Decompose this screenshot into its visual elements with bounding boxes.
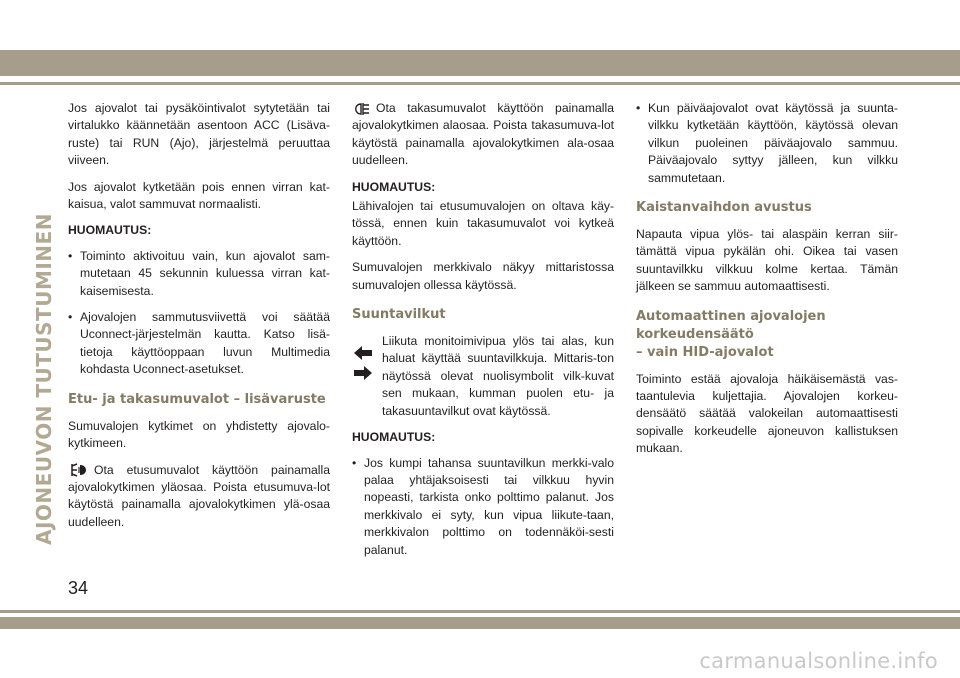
paragraph: Jos ajovalot tai pysäköintivalot sytytetään tai virtalukko käännetään asentoon ACC (Lisäva-ruste) tai RUN (Ajo), järjestelmä peruuttaa viiveen.	[68, 101, 330, 168]
bullet-item: • Ajovalojen sammutusviivettä voi säätää Uconnect-järjestelmän kautta. Katso lisä-tietoja käyttöoppaan luvun Multimedia kohdasta Uconnect-asetukset.	[68, 309, 330, 379]
front-fog-light-icon	[68, 463, 90, 477]
turn-signal-right-icon	[354, 366, 372, 380]
bullet-item: • Toiminto aktivoituu vain, kun ajovalot sam-mutetaan 45 sekunnin kuluessa virran kat-kaisemisesta.	[68, 248, 330, 300]
watermark-text: carmanualsonline.info	[699, 649, 938, 673]
paragraph: Napauta vipua ylös- tai alaspäin kerran siir-tämättä vipua pykälän ohi. Oikea tai vasen suuntavilkku vilkkuu kolme kertaa. Tämän jälkeen se sammuu automaattisesti.	[636, 227, 898, 294]
note-label: HUOMAUTUS:	[352, 430, 436, 445]
footer-rule	[0, 610, 960, 613]
section-heading-lane-change: Kaistanvaihdon avustus	[636, 200, 812, 216]
header-stripe	[0, 50, 960, 76]
column-3	[636, 100, 898, 467]
page-number: 34	[68, 578, 89, 598]
paragraph: Sumuvalojen merkkivalo näkyy mittaristossa sumuvalojen ollessa käytössä.	[352, 260, 614, 292]
paragraph: Toiminto estää ajovaloja häikäisemästä vas-taantulevia kuljettajia. Ajovalojen korkeu-densäätö säätää valokeilan automaattisesti sopivalle korkeudelle ajoneuvon kallistuksen mukaan.	[636, 371, 898, 456]
footer-stripe	[0, 617, 960, 629]
turn-signal-left-icon	[352, 343, 374, 391]
paragraph: Sumuvalojen kytkimet on yhdistetty ajovalo-kytkimeen.	[68, 418, 330, 451]
bullet-item: • Jos kumpi tahansa suuntavilkun merkki-valo palaa yhtäjaksoisesti tai vilkkuu hyvin nopeasti, tarkista onko polttimo palanut. Jos merkkivalo ei syty, kun vipua liikute-taan, merkkivalon polttimo on todennäköi-sesti palanut.	[352, 455, 614, 559]
paragraph: Lähivalojen tai etusumuvalojen on oltava käy-tössä, ennen kuin takasumuvalot voi kytkeä käyttöön.	[352, 199, 614, 248]
turn-signal-block	[352, 333, 614, 420]
paragraph-rear-fog	[352, 100, 614, 170]
note-label: HUOMAUTUS:	[352, 179, 436, 194]
column-2	[352, 100, 614, 568]
rear-fog-text: Ota takasumuvalot käyttöön painamalla ajovalokytkimen alaosaa. Poista takasumuva-lot käytöstä painamalla ajovalokytkimen ala-osaa uudelleen.	[352, 101, 614, 168]
side-section-title	[6, 90, 56, 590]
section-heading-fog-lights: Etu- ja takasumuvalot – lisävaruste	[68, 391, 326, 407]
bullet-item: • Kun päiväajovalot ovat käytössä ja suunta-vilkku kytketään käyttöön, käytössä olevan vilkun puoleinen päiväajovalo sammuu. Päiväajovalo syttyy jälleen, kun vilkku sammutetaan.	[636, 100, 898, 187]
heading-line-2: – vain HID-ajovalot	[636, 344, 774, 360]
section-heading-headlight-leveling	[636, 308, 898, 362]
side-title-text: AJONEUVON TUTUSTUMINEN	[32, 213, 56, 545]
paragraph-front-fog	[68, 462, 330, 532]
turn-signal-icons	[352, 343, 378, 391]
note-label: HUOMAUTUS:	[68, 223, 152, 238]
heading-line-1: Automaattinen ajovalojen korkeudensäätö	[636, 308, 826, 342]
front-fog-text: Ota etusumuvalot käyttöön painamalla ajovalokytkimen yläosaa. Poista etusumuva-lot käytöstä painamalla ajovalokytkimen ylä-osaa uudelleen.	[68, 462, 330, 529]
paragraph: Jos ajovalot kytketään pois ennen virran kat-kaisua, valot sammuvat normaalisti.	[68, 179, 330, 212]
turn-signal-text: Liikuta monitoimivipua ylös tai alas, kun haluat käyttää suuntavilkkuja. Mittaris-ton näytössä olevat nuolisymbolit vilk-kuvat sen mukaan, kumman puolen etu- ja takasuuntavilkut ovat käytössä.	[382, 334, 614, 418]
column-1	[68, 100, 330, 540]
section-heading-turn-signals: Suuntavilkut	[352, 307, 446, 323]
header-rule	[0, 82, 960, 85]
rear-fog-light-icon	[352, 102, 372, 116]
